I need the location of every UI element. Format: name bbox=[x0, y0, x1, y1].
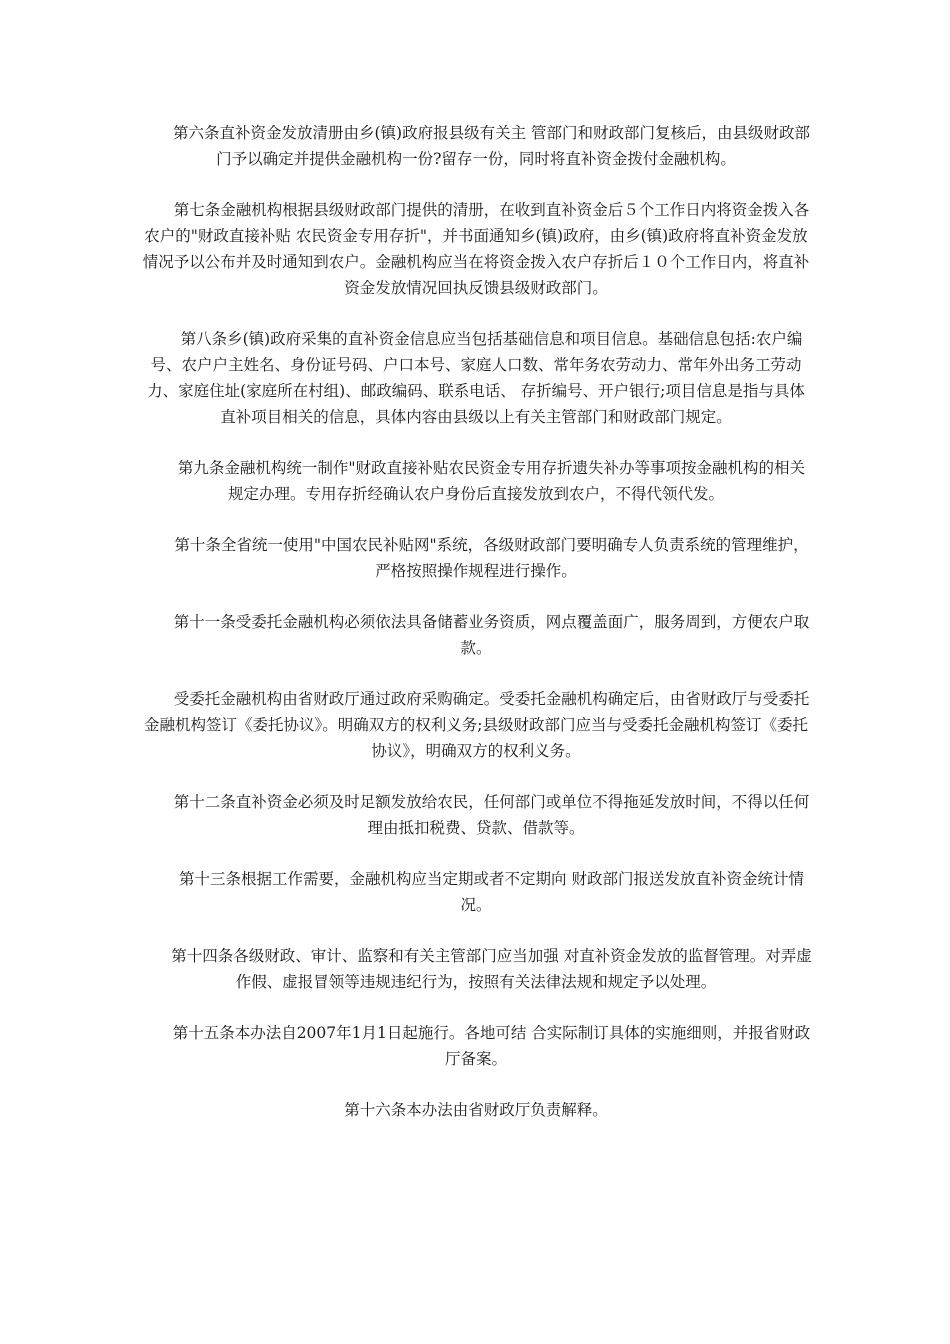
document-body bbox=[140, 120, 812, 1148]
article-14-paragraph: 第十四条各级财政、审计、监察和有关主管部门应当加强 对直补资金发放的监督管理。对弄虚作假、虚报冒领等违规违纪行为，按照有关法律法规和规定予以处理。 bbox=[171, 947, 812, 991]
article-8-paragraph: 第八条乡(镇)政府采集的直补资金信息应当包括基础信息和项目信息。基础信息包括:农户编号、农户户主姓名、身份证号码、户口本号、家庭人口数、常年务农劳动力、常年外出务工劳动力、家庭住址(家庭所在村组)、邮政编码、联系电话、 存折编号、开户银行;项目信息是指与具体直补项目相关的信息，具体内容由县级以上有关主管部门和财政部门规定。 bbox=[147, 330, 805, 426]
article-6-paragraph: 第六条直补资金发放清册由乡(镇)政府报县级有关主 管部门和财政部门复核后，由县级财政部门予以确定并提供金融机构一份?留存一份，同时将直补资金拨付金融机构。 bbox=[172, 124, 811, 168]
article-13-paragraph: 第十三条根据工作需要，金融机构应当定期或者不定期向 财政部门报送发放直补资金统计情况。 bbox=[179, 870, 804, 914]
article-15-paragraph: 第十五条本办法自2007年1月1日起施行。各地可结 合实际制订具体的实施细则，并报省财政厅备案。 bbox=[172, 1024, 811, 1068]
article-12-paragraph: 第十二条直补资金必须及时足额发放给农民，任何部门或单位不得拖延发放时间，不得以任何理由抵扣税费、贷款、借款等。 bbox=[173, 793, 810, 837]
article-11-continuation-paragraph: 受委托金融机构由省财政厅通过政府采购确定。受委托金融机构确定后，由省财政厅与受委托金融机构签订《委托协议》。明确双方的权利义务;县级财政部门应当与受委托金融机构签订《委托协议》，明确双方的权利义务。 bbox=[144, 690, 810, 760]
article-9-paragraph: 第九条金融机构统一制作"财政直接补贴农民资金专用存折遗失补办等事项按金融机构的相关规定办理。专用存折经确认农户身份后直接发放到农户，不得代领代发。 bbox=[177, 459, 806, 503]
article-11-paragraph: 第十一条受委托金融机构必须依法具备储蓄业务资质，网点覆盖面广，服务周到，方便农户取款。 bbox=[173, 613, 810, 657]
article-7-paragraph: 第七条金融机构根据县级财政部门提供的清册，在收到直补资金后５个工作日内将资金拨入各农户的"财政直接补贴 农民资金专用存折"，并书面通知乡(镇)政府，由乡(镇)政府将直补资金发放情况予以公布并及时通知到农户。金融机构应当在将资金拨入农户存折后１０个工作日内，将直补资金发放情况回执反馈县级财政部门。 bbox=[142, 201, 810, 297]
article-16-paragraph: 第十六条本办法由省财政厅负责解释。 bbox=[344, 1101, 608, 1119]
article-10-paragraph: 第十条全省统一使用"中国农民补贴网"系统，各级财政部门要明确专人负责系统的管理维护，严格按照操作规程进行操作。 bbox=[174, 536, 809, 580]
